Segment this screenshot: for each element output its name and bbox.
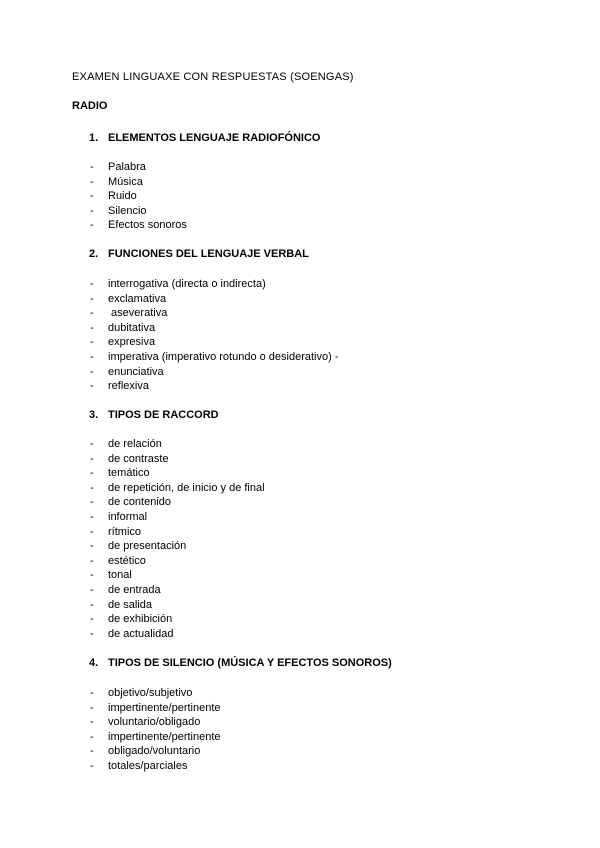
section-heading-3 — [89, 409, 219, 421]
list-item — [90, 539, 265, 554]
list-item — [90, 452, 265, 467]
list-item — [90, 379, 339, 394]
list-raccord — [90, 437, 265, 641]
list-item-text: totales/parciales — [108, 759, 188, 772]
list-item-text: de exhibición — [108, 613, 173, 626]
list-item — [90, 612, 265, 627]
list-item — [90, 715, 221, 730]
list-item-text: obligado/voluntario — [108, 745, 201, 758]
list-item-text: Ruido — [108, 190, 137, 203]
bullet-dash: - — [90, 510, 94, 523]
list-item-text: Efectos sonoros — [108, 219, 187, 232]
bullet-dash: - — [90, 204, 94, 217]
list-item — [90, 730, 221, 745]
list-item-text: Música — [108, 175, 143, 188]
bullet-dash: - — [90, 190, 94, 203]
list-item-text: de repetición, de inicio y de final — [108, 481, 265, 494]
bullet-dash: - — [90, 452, 94, 465]
bullet-dash: - — [90, 496, 94, 509]
bullet-dash: - — [90, 307, 94, 320]
bullet-dash: - — [90, 278, 94, 290]
list-item — [90, 554, 265, 569]
list-item-text: enunciativa — [108, 365, 164, 378]
list-item — [90, 568, 265, 583]
list-item — [90, 481, 265, 496]
list-item-text: de presentación — [108, 540, 187, 553]
list-item — [90, 175, 187, 190]
list-item — [90, 218, 187, 233]
list-item — [90, 277, 339, 292]
bullet-dash: - — [90, 467, 94, 480]
list-item-text: estético — [108, 554, 146, 567]
document-title: EXAMEN LINGUAXE CON RESPUESTAS (SOENGAS) — [72, 71, 354, 83]
list-item — [90, 350, 339, 365]
section-number: 2. — [89, 248, 99, 260]
bullet-dash: - — [90, 569, 94, 582]
bullet-dash: - — [90, 350, 94, 363]
bullet-dash: - — [90, 175, 94, 188]
list-item-text: imperativa (imperativo rotundo o desiderativo) - — [108, 350, 339, 363]
list-item-text: de actualidad — [108, 627, 174, 640]
section-heading-text: TIPOS DE RACCORD — [108, 409, 219, 421]
list-item-text: dubitativa — [108, 321, 156, 334]
list-item-text: exclamativa — [108, 292, 167, 305]
section-heading-text: TIPOS DE SILENCIO (MÚSICA Y EFECTOS SONOROS) — [108, 657, 392, 669]
list-item-text: de contenido — [108, 496, 171, 509]
bullet-dash: - — [90, 687, 94, 699]
bullet-dash: - — [90, 438, 94, 450]
bullet-dash: - — [90, 481, 94, 494]
list-item-text: reflexiva — [108, 380, 149, 393]
list-item — [90, 292, 339, 307]
bullet-dash: - — [90, 583, 94, 596]
list-item-text: informal — [108, 510, 148, 523]
bullet-dash: - — [90, 701, 94, 714]
list-item — [90, 204, 187, 219]
list-item — [90, 335, 339, 350]
list-item — [90, 189, 187, 204]
bullet-dash: - — [90, 540, 94, 553]
list-item — [90, 466, 265, 481]
list-item-text: tonal — [108, 569, 132, 582]
section-heading-4 — [89, 657, 392, 669]
list-item — [90, 583, 265, 598]
bullet-dash: - — [90, 745, 94, 758]
list-item-text: Silencio — [108, 204, 147, 217]
section-number: 4. — [89, 657, 99, 669]
bullet-dash: - — [90, 336, 94, 349]
list-item — [90, 759, 221, 774]
section-title-radio: RADIO — [72, 100, 108, 112]
list-item — [90, 510, 265, 525]
list-item-text: Palabra — [108, 161, 146, 173]
list-item-text: interrogativa (directa o indirecta) — [108, 278, 266, 290]
list-item-text: de salida — [108, 598, 153, 611]
bullet-dash: - — [90, 321, 94, 334]
list-item — [90, 495, 265, 510]
section-number: 1. — [89, 132, 99, 144]
list-item-text: de relación — [108, 438, 162, 450]
bullet-dash: - — [90, 598, 94, 611]
bullet-dash: - — [90, 365, 94, 378]
list-elementos — [90, 160, 187, 233]
list-item — [90, 437, 265, 452]
list-item-text: de entrada — [108, 583, 161, 596]
list-item-text: expresiva — [108, 336, 156, 349]
list-item-text: rítmico — [108, 525, 141, 538]
bullet-dash: - — [90, 380, 94, 393]
section-heading-1 — [89, 132, 320, 144]
bullet-dash: - — [90, 554, 94, 567]
bullet-dash: - — [90, 716, 94, 729]
list-item-text: de contraste — [108, 452, 169, 465]
list-item — [90, 365, 339, 380]
list-item — [90, 598, 265, 613]
list-item-text: impertinente/pertinente — [108, 701, 221, 714]
bullet-dash: - — [90, 219, 94, 232]
bullet-dash: - — [90, 759, 94, 772]
bullet-dash: - — [90, 161, 94, 173]
list-item-text: impertinente/pertinente — [108, 730, 221, 743]
list-item — [90, 627, 265, 642]
list-item — [90, 686, 221, 701]
section-heading-text: FUNCIONES DEL LENGUAJE VERBAL — [108, 248, 309, 260]
bullet-dash: - — [90, 525, 94, 538]
bullet-dash: - — [90, 627, 94, 640]
section-number: 3. — [89, 409, 99, 421]
bullet-dash: - — [90, 730, 94, 743]
bullet-dash: - — [90, 292, 94, 305]
section-heading-text: ELEMENTOS LENGUAJE RADIOFÓNICO — [108, 132, 321, 144]
section-heading-2 — [89, 248, 309, 260]
list-item — [90, 321, 339, 336]
list-item — [90, 744, 221, 759]
list-silencio — [90, 686, 221, 774]
list-funciones — [90, 277, 339, 394]
list-item — [90, 525, 265, 540]
list-item — [90, 701, 221, 716]
list-item-text: aseverativa — [108, 307, 168, 320]
list-item — [90, 160, 187, 175]
list-item-text: voluntario/obligado — [108, 716, 201, 729]
list-item-text: temático — [108, 467, 150, 480]
list-item-text: objetivo/subjetivo — [108, 687, 193, 699]
list-item — [90, 306, 339, 321]
bullet-dash: - — [90, 613, 94, 626]
